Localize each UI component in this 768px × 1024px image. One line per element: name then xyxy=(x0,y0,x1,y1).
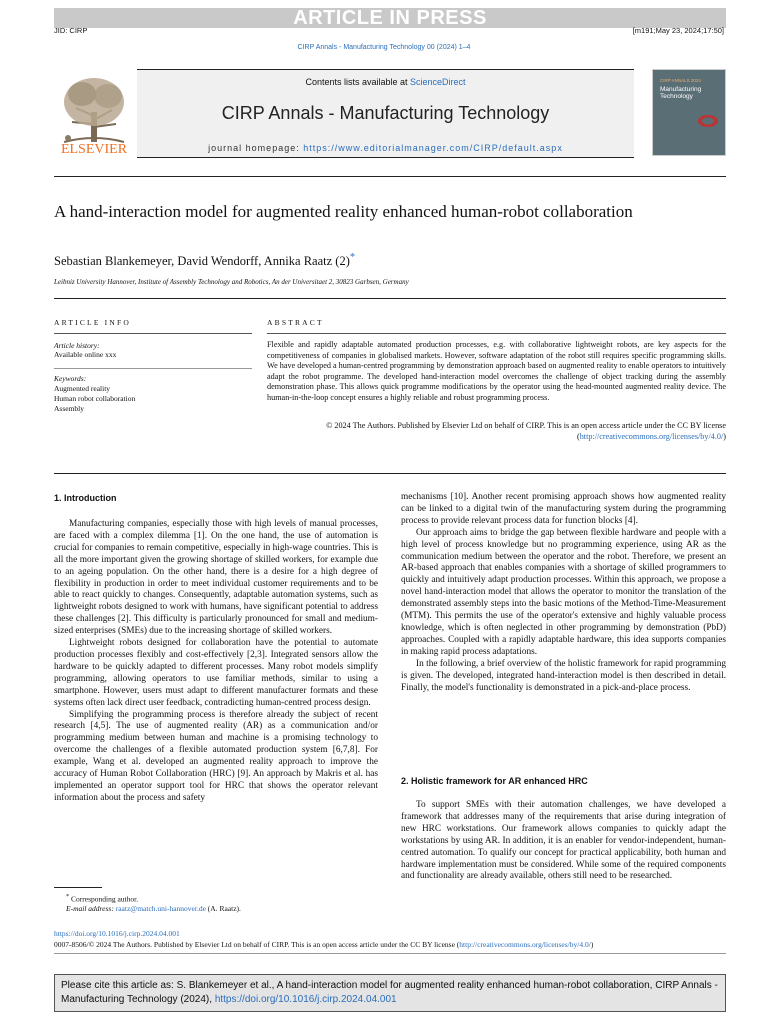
paragraph: Simplifying the programming process is therefore already the subject of recent research [4,5]. The use of augmented reality (AR) as a communication and/or programming medium between human and machine is a promising technology to overcome the challenges of a flexible automated production system [6,7,8]. For example, Wang et al. developed an augmented reality approach to improve the accuracy of Human Robot Collaboration (HRC) [9]. An approach by Makris et al. has implemented an operator support tool for HRC that shows the operator relevant information about the process and safety xyxy=(54,709,378,803)
authors-text: Sebastian Blankemeyer, David Wendorff, Annika Raatz (2) xyxy=(54,254,350,269)
article-in-press-banner: ARTICLE IN PRESS xyxy=(54,8,726,28)
citation-box xyxy=(54,974,726,1012)
body-column-left xyxy=(54,519,378,805)
sciencedirect-link[interactable]: ScienceDirect xyxy=(410,77,466,87)
contents-line xyxy=(137,77,634,87)
cover-title: Manufacturing Technology xyxy=(660,86,702,100)
paragraph: Manufacturing companies, especially those with high levels of manual processes, are faced with a complex dilemma [1]. On the one hand, the use of automation is crucial for companies to remain competitive, especially in high-wage countries. This is all the more important given the growing shortage of skilled workers, for example due to an ageing population. On the other hand, there is a desire for a high degree of flexibility in production in order to meet individual customer requirements and to be able to react quickly to changes. Consequently, adaptable automation systems, such as lightweight robots designed to work with humans, have significant potential to address these challenges [2]. This difficulty is particularly pronounced for small and medium-sized enterprises (SMEs) due to the increasing shortage of skilled workers. xyxy=(54,519,378,637)
corresponding-author-link[interactable]: * xyxy=(349,252,356,263)
cc-license-link[interactable]: http://creativecommons.org/licenses/by/4.0/ xyxy=(579,431,724,441)
affiliation: Leibniz University Hannover, Institute of Assembly Technology and Robotics, An der Universitaet 2, 30823 Garbsen, Germany xyxy=(54,278,409,286)
divider xyxy=(54,473,726,474)
paper-title: A hand-interaction model for augmented reality enhanced human-robot collaboration xyxy=(54,202,633,221)
keywords-label: Keywords: xyxy=(54,374,87,383)
license-close: ) xyxy=(590,940,594,949)
paragraph: mechanisms [10]. Another recent promising approach shows how augmented reality can be linked to a digital twin of the manufacturing system during the programming process to provide relevant process data for function blocks [4]. xyxy=(401,492,726,526)
cirp-seal-icon xyxy=(697,114,719,128)
journal-title: CIRP Annals - Manufacturing Technology xyxy=(221,103,550,123)
footnote-mark: * xyxy=(66,893,70,900)
footnote-divider xyxy=(54,887,102,888)
body-column-right-bottom xyxy=(401,800,726,883)
paragraph: To support SMEs with their automation challenges, we have developed a framework that addresses many of the requirements that arise during integration of new HRC workstations. Our framework allows companies to quickly adapt the workstations by using AR. In addition, it is an enabler for vendor-independent, human-centred automation. To qualify our concept for practical applicability, both human and hardware implementation must be considered. While some of the required components and functionality are already available, others still need to be researched. xyxy=(401,800,726,882)
abstract-copyright xyxy=(267,421,726,442)
abstract-text: Flexible and rapidly adaptable automated production processes, e.g. with collaborative lightweight robots, are key aspects for the competitiveness of companies in globalised markets. However, software adaptation of the robot still requires specific programming skills. We have developed a human-centred programming by demonstration approach based on augmented reality to enable operators to intuitively adapt the robot programme. The developed hand-interaction model overcomes the challenge of object tracking during the assembly demonstration phase. This allows quick programme modifications by the operator using the head-mounted augmented reality device. The human-in-the-loop concept ensures a highly reliable and robust programming process. xyxy=(267,340,726,402)
journal-cover-thumbnail[interactable] xyxy=(652,69,726,156)
homepage-prefix: journal homepage: xyxy=(208,143,304,153)
contents-prefix: Contents lists available at xyxy=(305,77,411,87)
build-stamp: [m191;May 23, 2024;17:50] xyxy=(632,26,724,35)
author-list xyxy=(54,252,355,269)
license-line xyxy=(54,940,593,949)
email-suffix: (A. Raatz). xyxy=(205,904,241,913)
keyword: Augmented reality xyxy=(54,384,111,393)
keyword: Assembly xyxy=(54,404,84,413)
homepage-link[interactable]: https://www.editorialmanager.com/CIRP/default.aspx xyxy=(303,143,563,153)
divider xyxy=(54,953,726,954)
citation-text: Please cite this article as: S. Blankemeyer et al., A hand-interaction model for augmented reality enhanced human-robot collaboration, CIRP Annals - Manufacturing Technology (2024), xyxy=(61,980,718,1005)
email-link[interactable]: raatz@match.uni-hannover.de xyxy=(115,904,206,913)
article-history-label: Article history: xyxy=(54,341,100,350)
section-heading-introduction: 1. Introduction xyxy=(54,493,117,503)
paragraph: Lightweight robots designed for collaboration have the potential to automate production processes flexibly and cost-effectively [2,3]. Integrated sensors allow the hardware to be quickly adapted to different processes. Many robot models simplify programming, allowing operators to use familiar methods, similar to using a smartphone. However, users must adapt to different manufacturer formats and these systems often lack direct user feedback, contradicting human-centred process design. xyxy=(54,638,378,708)
divider xyxy=(54,298,726,299)
footnote-text: Corresponding author. xyxy=(71,894,139,904)
divider xyxy=(54,176,726,177)
elsevier-wordmark: ELSEVIER xyxy=(60,142,128,157)
email-label: E-mail address: xyxy=(66,904,116,913)
journal-reference-link[interactable]: CIRP Annals - Manufacturing Technology 00 (2024) 1–4 xyxy=(297,44,471,51)
journal-header-box xyxy=(137,69,634,158)
journal-id: JID: CIRP xyxy=(54,26,88,35)
footnote-corresponding xyxy=(66,893,138,904)
article-info-heading: ARTICLE INFO xyxy=(54,318,131,327)
paragraph: Our approach aims to bridge the gap between flexible hardware and people with a high level of process knowledge but no programming experience, using AR as the communication medium between the operator and the robot. Therefore, we present an AR-based approach that enables companies with a shortage of skilled programmers to quickly and intuitively adapt production processes. Within this approach, we propose a novel hand-interaction model that allows the operator to monitor the translation of the demonstrated assembly steps into the basic motions of the Method-Time-Measurement (MTM). This permits the use of the operator's extensive and highly valuable process knowledge, which is often neglected in other programming by demonstration (PbD) approaches. Coupled with a rapidly adaptable hardware, this idea supports companies in making rapid process adaptations. xyxy=(401,527,726,657)
body-column-right-top xyxy=(401,492,726,694)
cover-label: CIRP ANNALS 2024 xyxy=(660,78,701,83)
footnote-email xyxy=(66,904,241,913)
copyright-text: © 2024 The Authors. Published by Elsevier Ltd on behalf of CIRP. This is an open access article under the CC BY license ( xyxy=(326,421,726,441)
journal-homepage-line xyxy=(137,143,634,153)
paragraph: In the following, a brief overview of the holistic framework for rapid programming is given. The developed, integrated hand-interaction model is then described in detail. Finally, the model's functionality is demonstrated in a pick-and-place process. xyxy=(401,658,726,693)
section-heading-framework: 2. Holistic framework for AR enhanced HRC xyxy=(401,776,588,786)
citation-doi-link[interactable]: https://doi.org/10.1016/j.cirp.2024.04.001 xyxy=(214,994,397,1005)
doi-link[interactable]: https://doi.org/10.1016/j.cirp.2024.04.001 xyxy=(54,929,180,938)
license-text: 0007-8506/© 2024 The Authors. Published by Elsevier Ltd on behalf of CIRP. This is an open access article under the CC BY license ( xyxy=(54,940,460,949)
divider xyxy=(54,368,252,369)
divider xyxy=(54,333,252,334)
keyword: Human robot collaboration xyxy=(54,394,136,403)
article-history-value: Available online xxx xyxy=(54,350,117,359)
divider xyxy=(267,333,726,334)
copyright-close: ) xyxy=(723,431,726,441)
license-link[interactable]: http://creativecommons.org/licenses/by/4.0/ xyxy=(459,940,591,949)
abstract-heading: ABSTRACT xyxy=(267,318,324,327)
